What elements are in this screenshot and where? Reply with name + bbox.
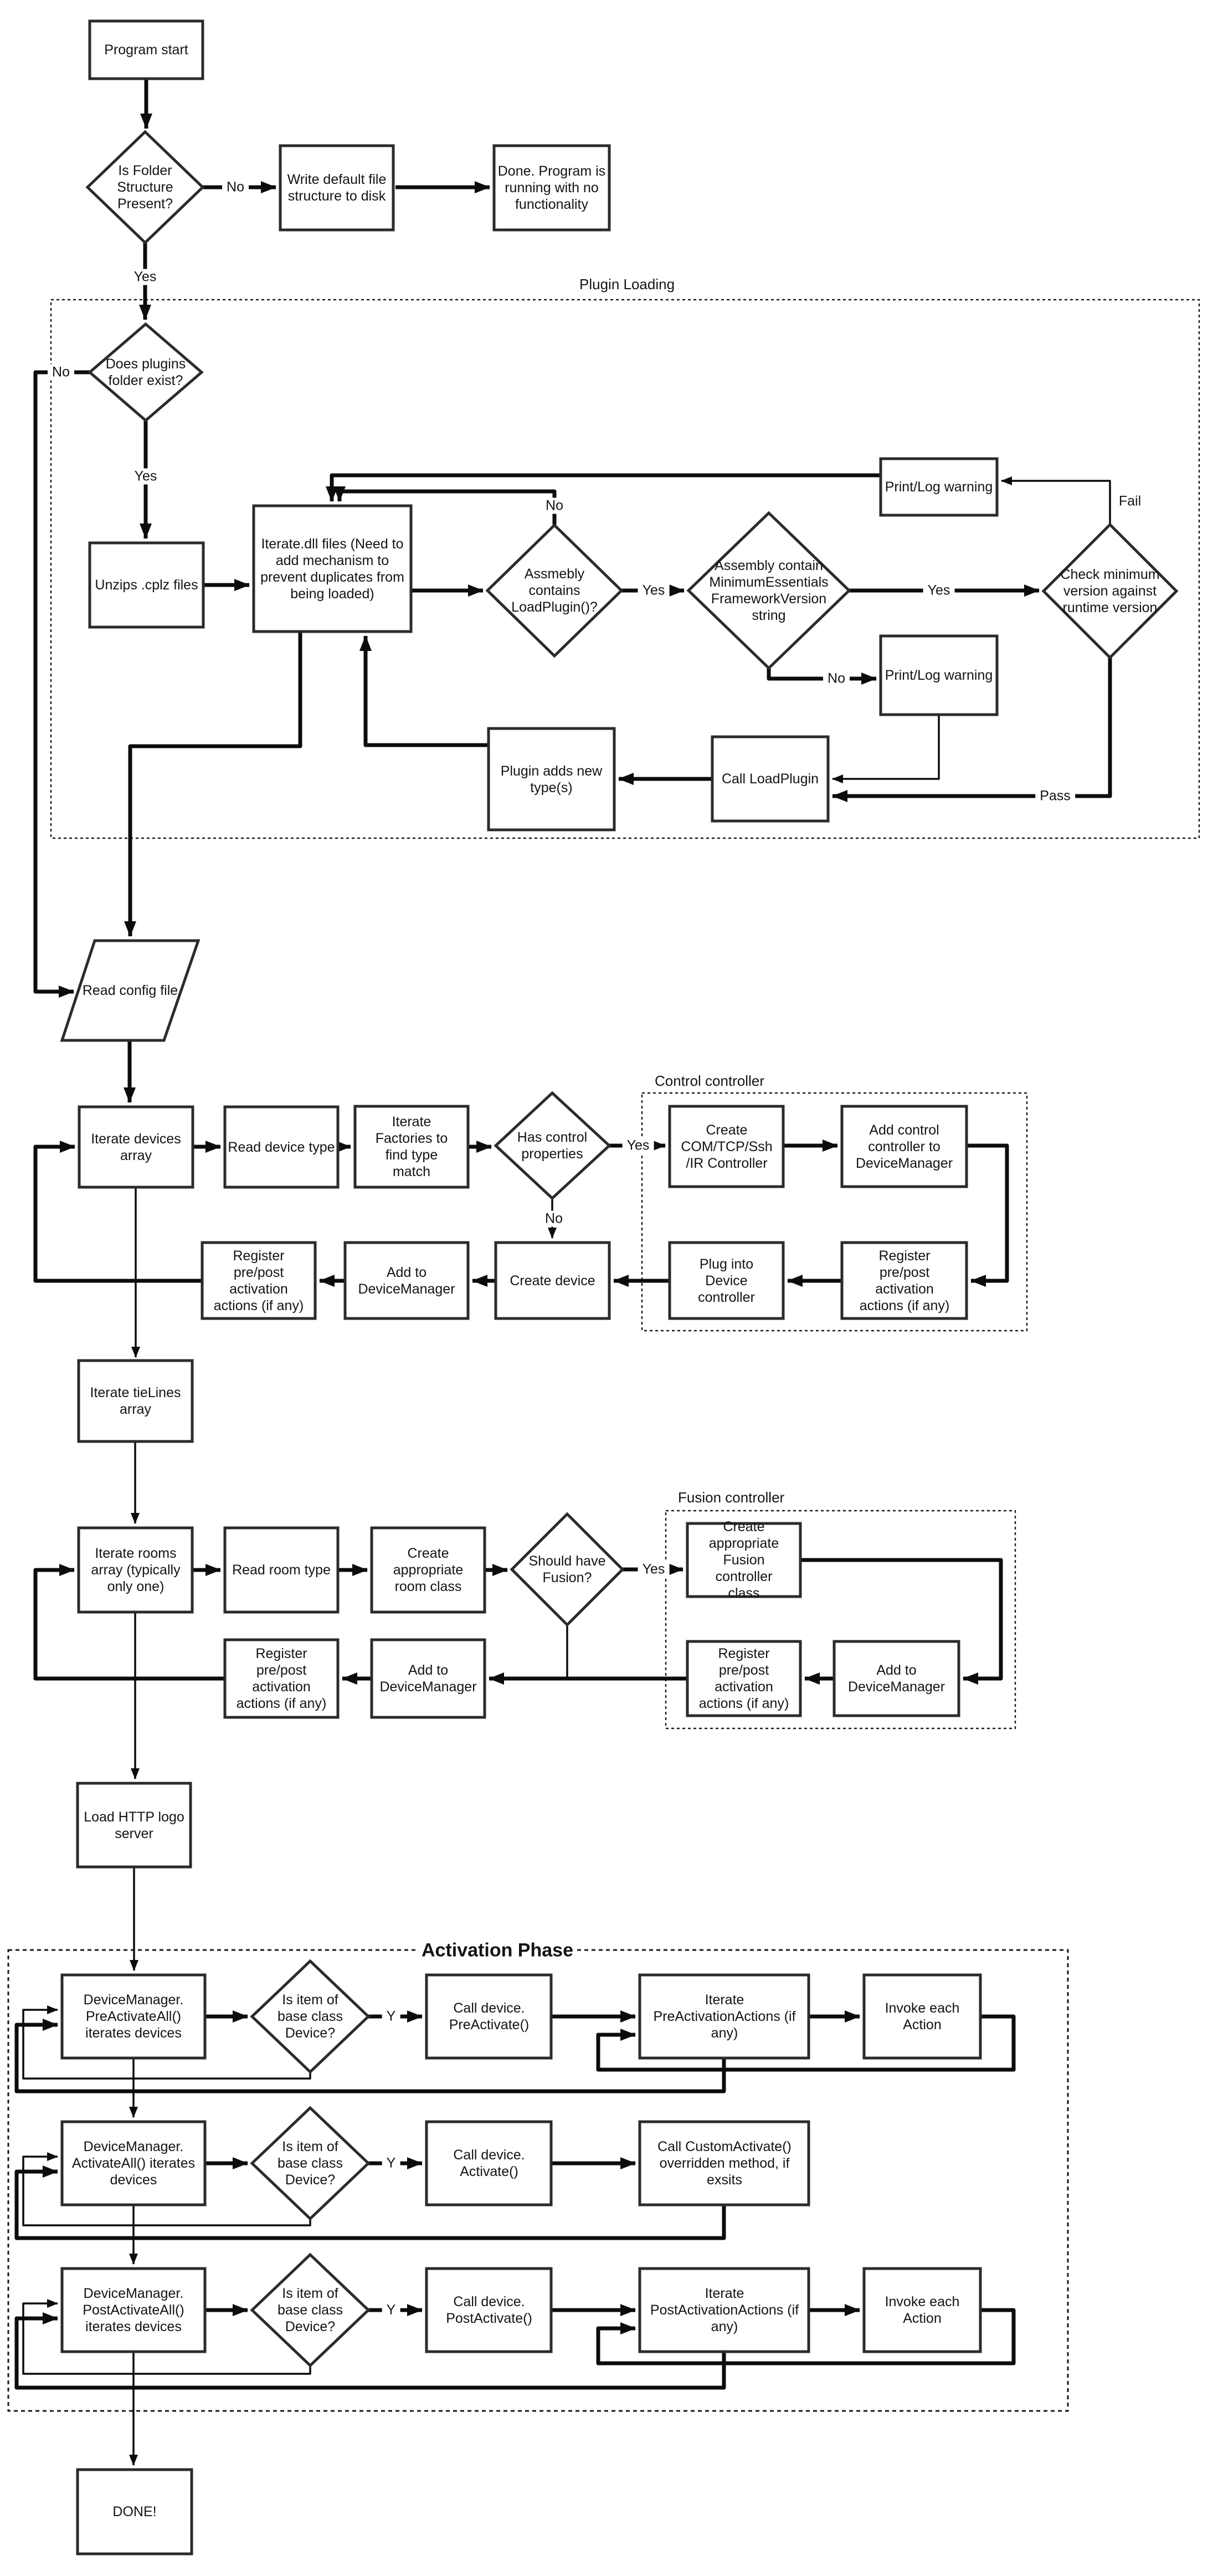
edge-label-control-yes: Yes — [623, 1138, 654, 1154]
node-done-final: DONE! — [112, 2504, 157, 2519]
node-asm-loadplugin: Assmebly contains LoadPlugin()? — [511, 566, 598, 615]
node-iterate-dll: Iterate.dll files (Need to add mechanism to prevent duplicates from being loaded) — [260, 536, 404, 602]
node-has-control: Has control properties — [517, 1130, 588, 1162]
plugin-loading-region — [51, 300, 1199, 838]
edge-label-folder-yes: Yes — [130, 269, 161, 285]
control-controller-label: Control controller — [651, 1073, 768, 1090]
edge-label-asm-yes: Yes — [638, 583, 670, 599]
edge-label-pass: Pass — [1035, 788, 1075, 804]
node-unzips: Unzips .cplz files — [95, 577, 198, 593]
node-create-fusion-controller: Create appropriate Fusion controller class — [708, 1519, 779, 1601]
start-shape — [90, 21, 203, 79]
fusion-controller-label: Fusion controller — [675, 1489, 788, 1506]
node-create-device: Create device — [510, 1272, 595, 1289]
node-check-minver: Check minimum version against runtime version — [1060, 567, 1160, 615]
done-shape — [78, 2470, 192, 2554]
node-read-room-type: Read room type — [232, 1562, 331, 1578]
edge-label-fusion-yes: Yes — [638, 1562, 670, 1578]
node-folder-check: Is Folder Structure Present? — [117, 163, 173, 212]
node-add-to-dm-fusion: Add to DeviceManager — [847, 1662, 945, 1695]
node-plugins-exist: Does plugins folder exist? — [105, 356, 186, 388]
node-iterate-preactivation: Iterate PreActivationActions (if any) — [653, 1992, 796, 2041]
node-read-device-type: Read device type — [228, 1139, 335, 1155]
node-invoke-each-action-3: Invoke each Action — [885, 2294, 960, 2326]
edge-label-control-no: No — [541, 1211, 567, 1227]
node-create-com-controller: Create COM/TCP/Ssh /IR Controller — [681, 1122, 773, 1171]
node-add-to-dm-room: Add to DeviceManager — [379, 1662, 477, 1695]
edge-label-row2-y: Y — [382, 2156, 400, 2172]
plugin-loading-label: Plugin Loading — [576, 276, 678, 293]
edge-label-row3-y: Y — [382, 2302, 400, 2318]
node-add-control-dm: Add control controller to DeviceManager — [855, 1122, 953, 1171]
edge-label-folder-no: No — [222, 179, 249, 196]
node-read-config: Read config file — [82, 983, 178, 998]
node-register-prepost-device: Register pre/post activation actions (if any) — [213, 1248, 304, 1313]
node-is-base-device-3: Is item of base class Device? — [277, 2286, 343, 2334]
node-printlog-warning-top: Print/Log warning — [885, 479, 993, 495]
node-dm-activateall: DeviceManager. ActivateAll() iterates devices — [71, 2139, 196, 2188]
edge-label-plugins-yes: Yes — [130, 469, 162, 485]
edge-label-row1-y: Y — [382, 2009, 400, 2025]
node-iterate-rooms: Iterate rooms array (typically only one) — [91, 1546, 181, 1594]
node-register-prepost-fusion: Register pre/post activation actions (if any) — [698, 1646, 789, 1711]
node-call-customactivate: Call CustomActivate() overridden method, if exsits — [657, 2139, 792, 2188]
edge-label-minver-no: No — [823, 671, 850, 687]
node-iterate-factories: Iterate Factories to find type match — [375, 1114, 448, 1179]
node-create-room-class: Create appropriate room class — [393, 1546, 464, 1594]
edge-label-fail: Fail — [1114, 494, 1145, 510]
node-load-http-logo: Load HTTP logo server — [84, 1809, 184, 1841]
node-invoke-each-action-1: Invoke each Action — [885, 2000, 960, 2033]
node-plugin-adds-types: Plugin adds new type(s) — [500, 763, 603, 796]
node-done-nofunc: Done. Program is running with no functionality — [497, 163, 606, 212]
node-plug-into-device: Plug into Device controller — [698, 1256, 755, 1305]
node-should-have-fusion: Should have Fusion? — [528, 1553, 606, 1585]
node-dm-postactivateall: DeviceManager. PostActivateAll() iterates devices — [83, 2286, 184, 2334]
node-iterate-postactivation: Iterate PostActivationActions (if any) — [650, 2286, 799, 2334]
node-call-activate: Call device. Activate() — [453, 2147, 525, 2179]
edge-label-asm-no: No — [541, 498, 568, 514]
edge-label-minver-yes: Yes — [923, 583, 955, 599]
activation-phase-title: Activation Phase — [418, 1940, 577, 1962]
node-dm-preactivateall: DeviceManager. PreActivateAll() iterates devices — [83, 1992, 184, 2041]
node-iterate-devices: Iterate devices array — [91, 1131, 181, 1163]
node-printlog-warning-mid: Print/Log warning — [885, 668, 993, 683]
node-program-start: Program start — [104, 42, 188, 58]
node-call-postactivate: Call device. PostActivate() — [446, 2294, 532, 2326]
node-is-base-device-1: Is item of base class Device? — [277, 1992, 343, 2041]
node-write-default: Write default file structure to disk — [287, 172, 387, 204]
node-add-to-dm-device: Add to DeviceManager — [358, 1264, 455, 1297]
node-register-prepost-control: Register pre/post activation actions (if any) — [859, 1248, 950, 1313]
node-call-loadplugin: Call LoadPlugin — [721, 771, 819, 787]
node-register-prepost-room: Register pre/post activation actions (if any) — [236, 1646, 327, 1711]
node-call-preactivate: Call device. PreActivate() — [449, 2000, 530, 2033]
node-is-base-device-2: Is item of base class Device? — [277, 2139, 343, 2188]
edge-label-plugins-no: No — [48, 365, 74, 381]
node-iterate-tielines: Iterate tieLines array — [90, 1385, 181, 1417]
node-asm-minver: Assembly contain MinimumEssentialsFrameworkVersion string — [709, 558, 829, 623]
